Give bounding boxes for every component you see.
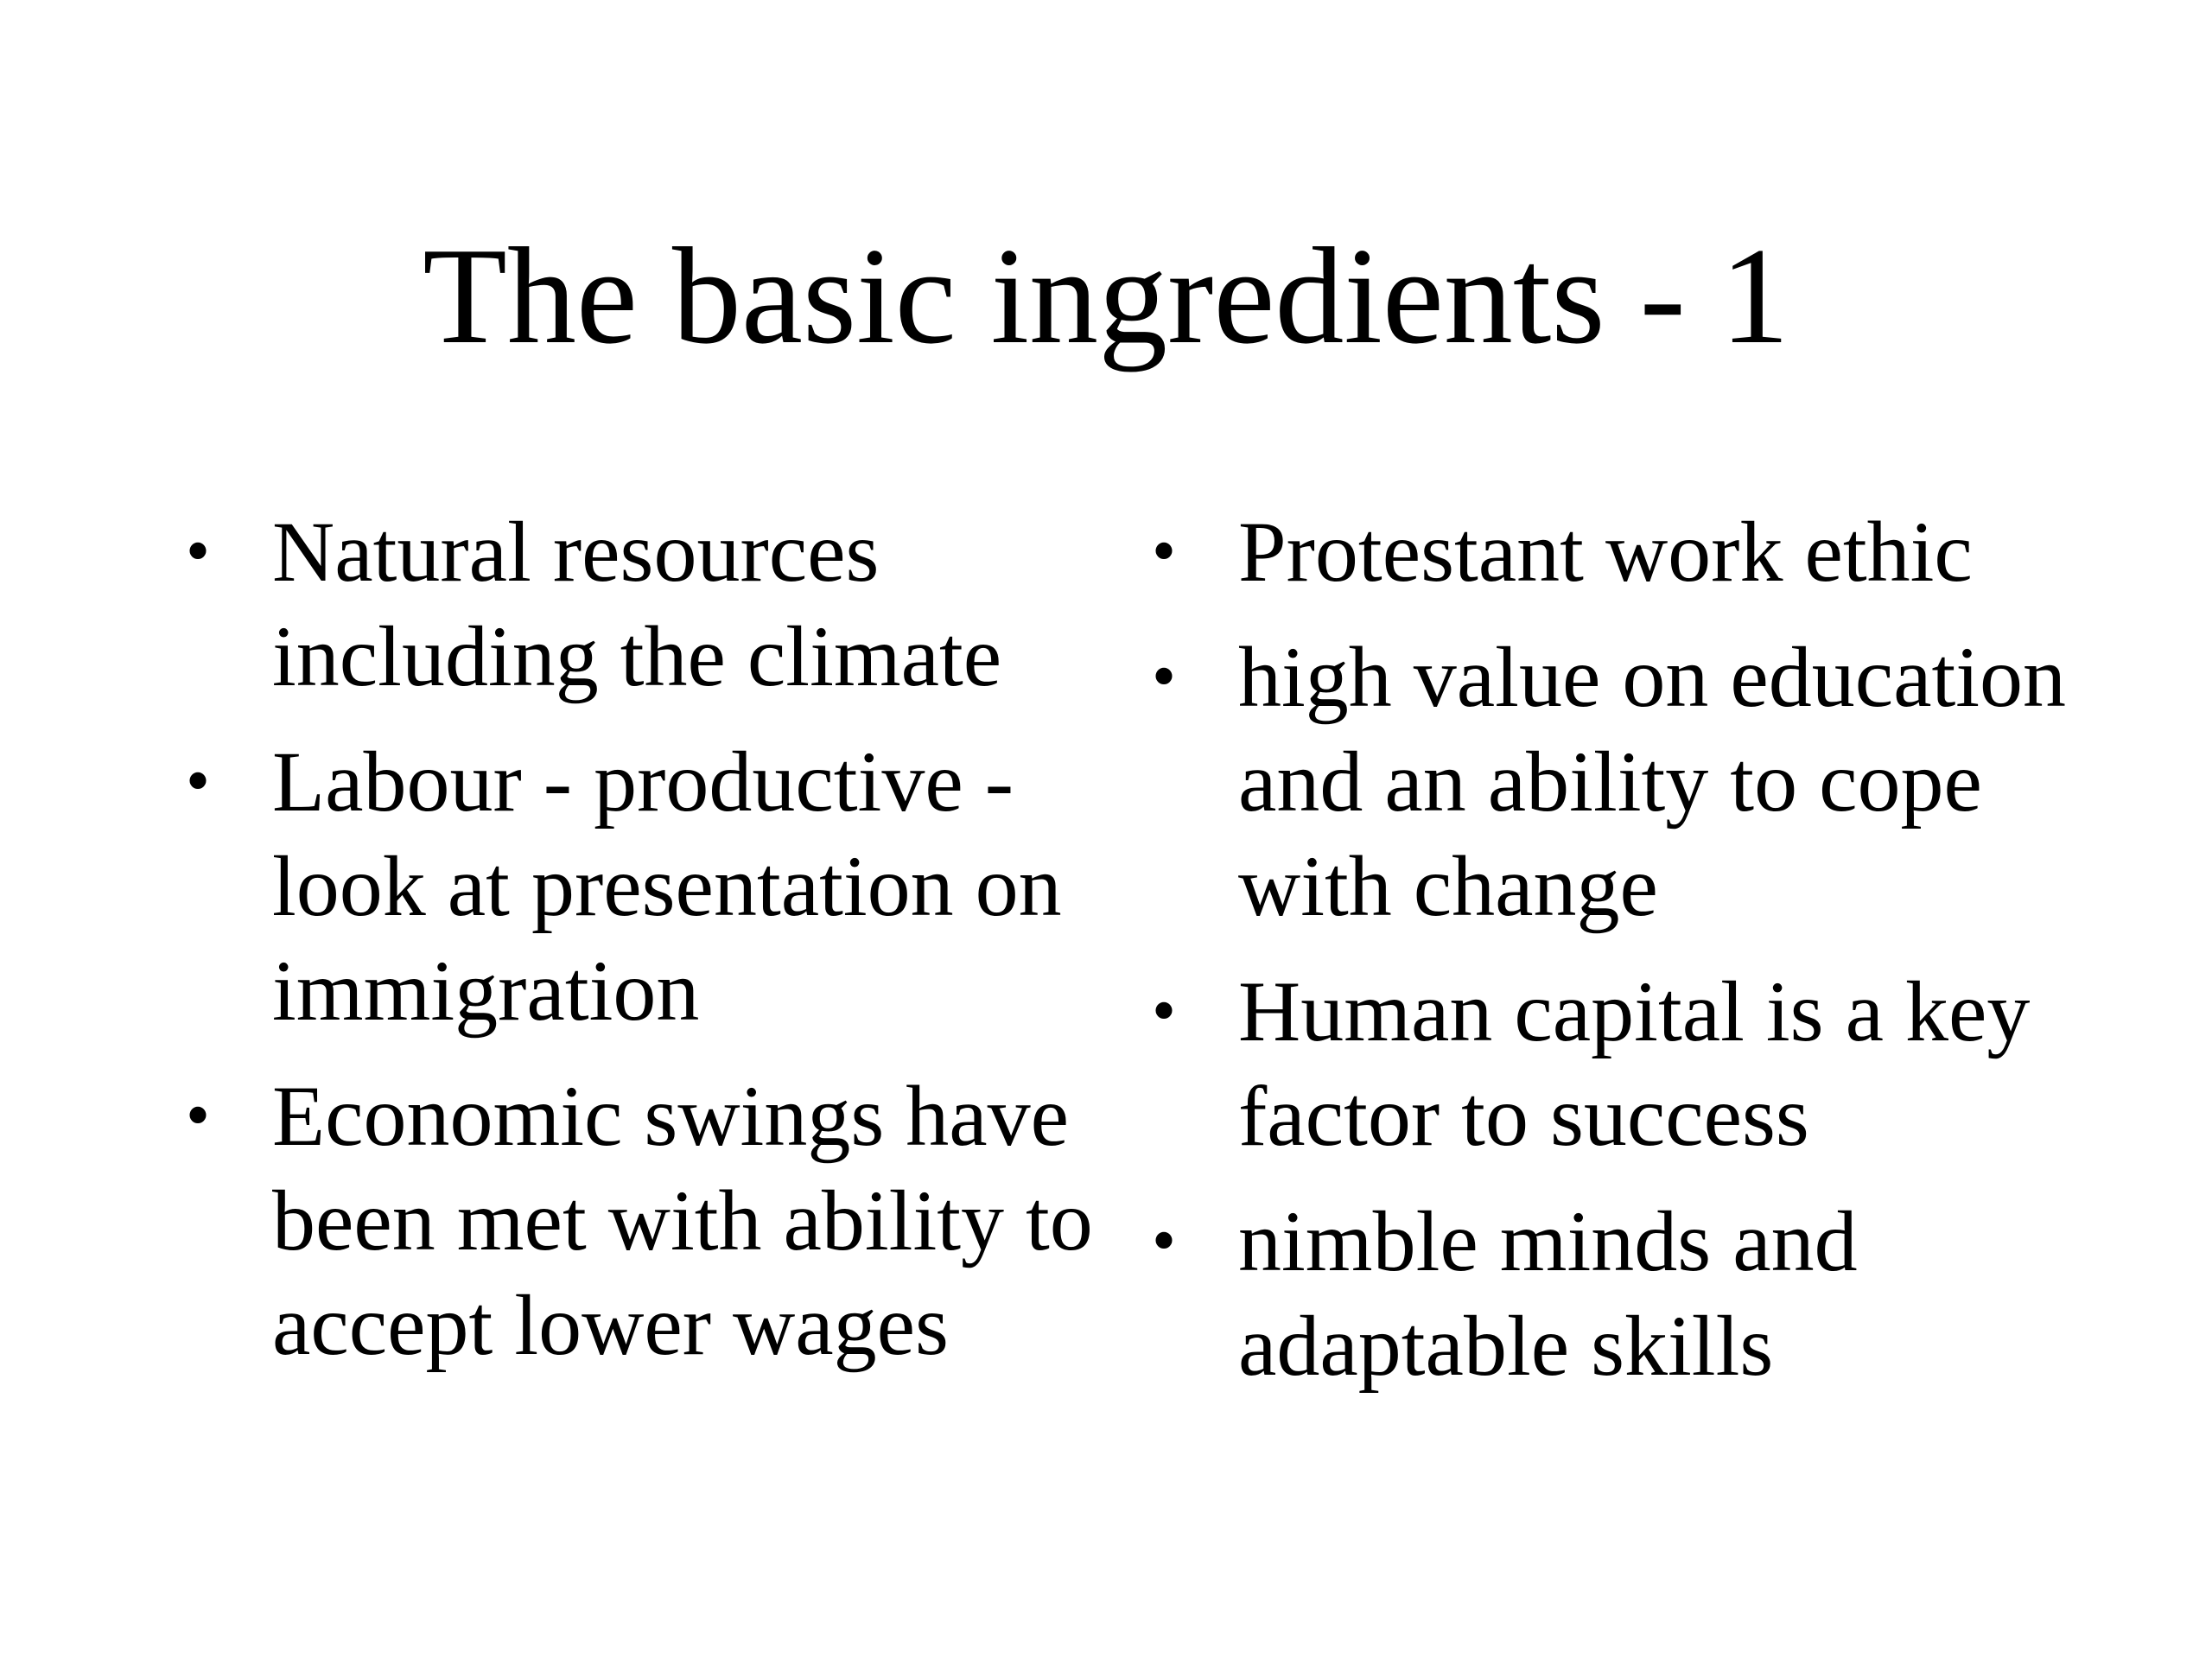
list-item xyxy=(1152,499,2137,604)
slide-title: The basic ingredients - 1 xyxy=(423,219,1789,372)
list-item xyxy=(1152,959,2137,1168)
bullet-list-right xyxy=(1152,499,2137,1419)
list-item xyxy=(186,729,1102,1043)
list-item-text: Human capital is a key factor to success xyxy=(1238,963,2031,1164)
bullet-icon: • xyxy=(1152,513,1177,589)
list-item-text: Labour - productive - look at presentation on immigration xyxy=(272,734,1062,1039)
list-item xyxy=(1152,1189,2137,1398)
bullet-icon: • xyxy=(186,1077,211,1154)
bullet-icon: • xyxy=(1152,1203,1177,1279)
bullet-icon: • xyxy=(186,513,211,589)
bullet-icon: • xyxy=(1152,973,1177,1049)
list-item-text: Natural resources including the climate xyxy=(272,504,1002,704)
list-item xyxy=(186,1064,1102,1377)
list-item xyxy=(186,499,1102,709)
list-item xyxy=(1152,625,2137,938)
list-item-text: nimble minds and adaptable skills xyxy=(1238,1193,1858,1394)
bullet-icon: • xyxy=(1152,639,1177,715)
bullet-list-left xyxy=(186,499,1102,1398)
list-item-text: Protestant work ethic xyxy=(1238,504,1973,600)
list-item-text: high value on education and an ability to cope with change xyxy=(1238,629,2067,934)
bullet-icon: • xyxy=(186,743,211,819)
list-item-text: Economic swings have been met with ability to accept lower wages xyxy=(272,1068,1093,1373)
